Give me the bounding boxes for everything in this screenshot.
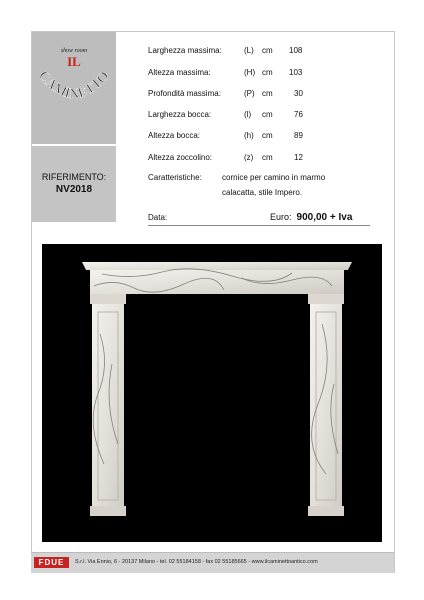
company-address: S.r.l. Via Ennio, 6 - 20137 Milano - tel. 02 55184158 - fax 02 55185665 - www.ilcaminettoantico.com — [75, 559, 318, 565]
reference-box — [32, 146, 116, 222]
product-photo — [42, 244, 382, 542]
spec-label: Larghezza bocca: — [148, 110, 212, 119]
spec-label: Profondità massima: — [148, 89, 221, 98]
spec-symbol: (P) — [244, 89, 255, 98]
logo-name: CAMINETTO — [35, 68, 113, 103]
company-logo — [32, 32, 116, 144]
spec-label: Larghezza massima: — [148, 46, 222, 55]
spec-label: Altezza massima: — [148, 68, 211, 77]
spec-value: 30 — [294, 89, 303, 98]
spec-value: 76 — [294, 110, 303, 119]
spec-symbol: (z) — [244, 153, 254, 162]
price-amount: 900,00 + Iva — [296, 212, 353, 223]
logo-wordmark — [32, 60, 116, 120]
spec-value: 12 — [294, 153, 303, 162]
spec-unit: cm — [262, 46, 273, 55]
spec-label: Altezza bocca: — [148, 131, 201, 140]
characteristics-text: cornice per camino in marmo calacatta, stile Impero. — [222, 173, 326, 197]
date-label: Data: — [148, 213, 168, 222]
spec-unit: cm — [262, 131, 273, 140]
spec-unit: cm — [262, 68, 273, 77]
logo-tagline: show room — [60, 48, 88, 54]
price — [270, 212, 352, 223]
spec-symbol: (h) — [244, 131, 254, 140]
spec-symbol: (H) — [244, 68, 256, 77]
date-price-row — [148, 213, 370, 226]
characteristics-label: Caratteristiche: — [148, 173, 202, 182]
reference-label: RIFERIMENTO: — [41, 172, 107, 182]
spec-value: 103 — [289, 68, 303, 77]
spec-unit: cm — [262, 110, 273, 119]
spec-unit: cm — [262, 153, 273, 162]
spec-symbol: (L) — [244, 46, 254, 55]
fireplace-image — [42, 244, 382, 542]
spec-value: 108 — [289, 46, 303, 55]
spec-unit: cm — [262, 89, 273, 98]
svg-text:CAMINETTO — [35, 69, 112, 102]
currency-label: Euro: — [270, 212, 292, 222]
reference-code: NV2018 — [55, 184, 93, 195]
logo-il: IL — [67, 54, 81, 69]
footer-bar — [31, 552, 394, 573]
company-badge: FDUE — [34, 557, 69, 568]
spec-value: 89 — [294, 131, 303, 140]
spec-symbol: (l) — [244, 110, 252, 119]
spec-label: Altezza zoccolino: — [148, 153, 213, 162]
